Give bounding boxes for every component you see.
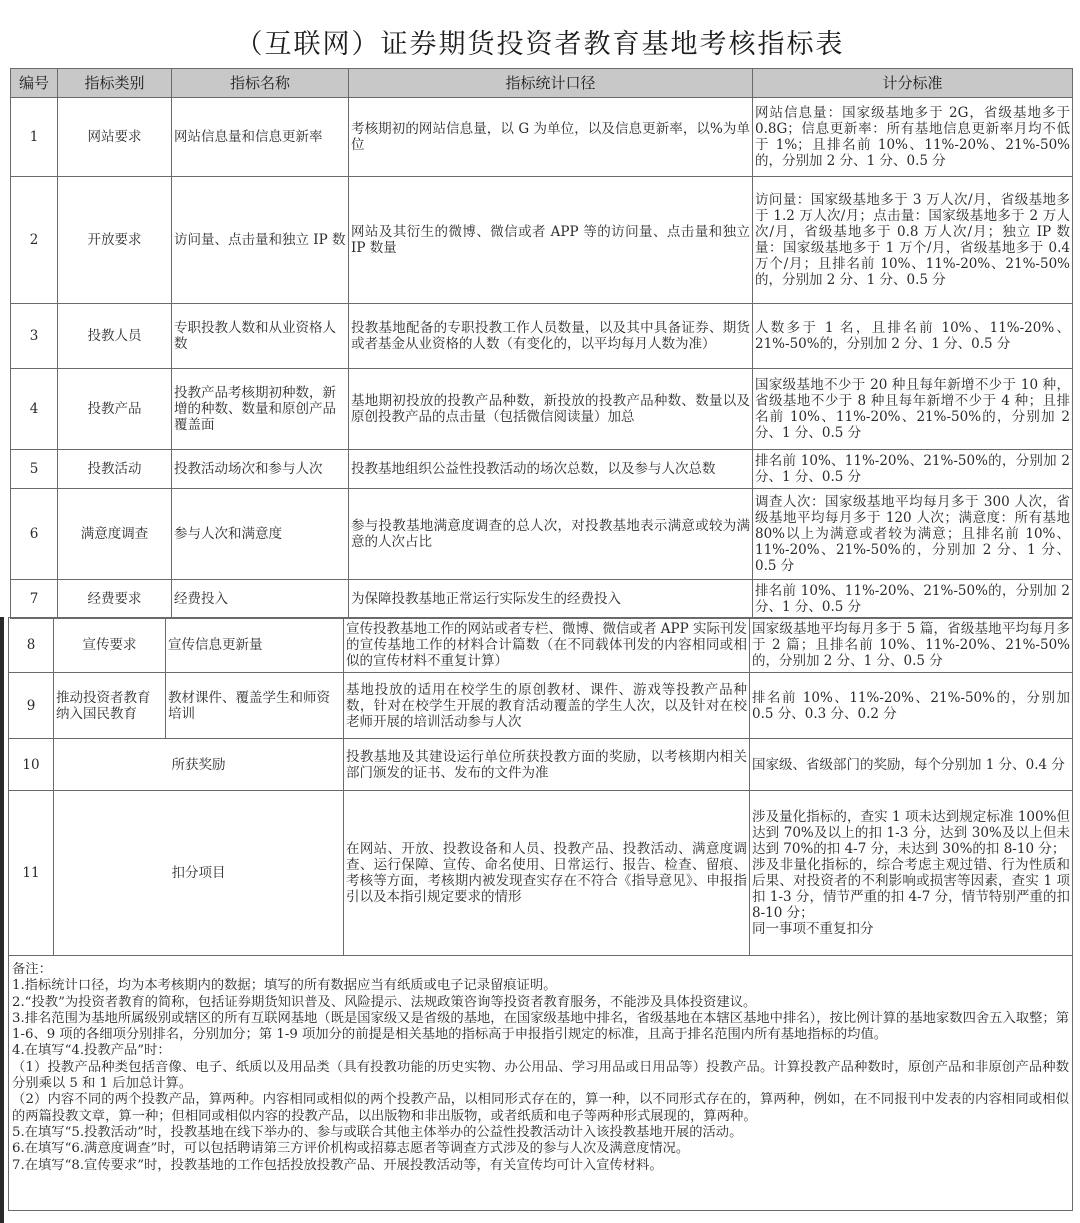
row-no: 4	[11, 369, 58, 450]
row-no: 2	[11, 177, 58, 304]
row-scoring: 排名前 10%、11%-20%、21%-50%的，分别加 0.5 分、0.3 分、0.2 分	[750, 673, 1073, 739]
note-item: 4.在填写“4.投教产品”时：	[12, 1043, 171, 1059]
table-row	[11, 177, 1073, 304]
row-no: 9	[9, 673, 54, 739]
row-category-merged: 扣分项目	[54, 791, 344, 956]
notes-heading: 备注：	[12, 962, 52, 977]
row-no: 5	[11, 450, 58, 489]
row-scope: 基地期初投放的投教产品种数，新投放的投教产品种数、数量以及原创投教产品的点击量（包括微信阅读量）加总	[349, 369, 753, 450]
row-scope: 网站及其衍生的微博、微信或者 APP 等的访问量、点击量和独立 IP 数量	[349, 177, 753, 304]
table-row	[11, 98, 1073, 177]
row-scoring: 人数多于 1 名，且排名前 10%、11%-20%、21%-50%的，分别加 2 分、1 分、0.5 分	[753, 304, 1073, 369]
header-no: 编号	[11, 69, 58, 98]
note-item: 6.在填写“6.满意度调查”时，可以包括聘请第三方评价机构或招募志愿者等调查方式涉及的参与人次及满意度情况。	[12, 1141, 690, 1157]
indicator-table-lower	[8, 617, 1073, 1211]
table-header-row	[11, 69, 1073, 98]
scan-edge-divider	[0, 617, 4, 1223]
note-item: （1）投教产品种类包括音像、电子、纸质以及用品类（具有投教功能的历史实物、办公用品、学习用品或日用品等）投教产品。计算投教产品种数时，原创产品和非原创产品种数分别乘以 5 和 1 后加总计算。	[12, 1059, 1069, 1092]
notes-row	[9, 956, 1073, 1211]
row-scoring: 国家级基地平均每月多于 5 篇，省级基地平均每月多于 2 篇；且排名前 10%、11%-20%、21%-50%的，分别加 2 分、1 分、0.5 分	[750, 618, 1073, 673]
row-name: 参与人次和满意度	[172, 489, 349, 580]
row-scope: 在网站、开放、投教设备和人员、投教产品、投教活动、满意度调查、运行保障、宣传、命名使用、日常运行、报告、检查、留痕、考核等方面，考核期内被发现查实存在不符合《指导意见》、申报指引以及本指引规定要求的情形	[344, 791, 750, 956]
row-scoring: 排名前 10%、11%-20%、21%-50%的，分别加 2 分、1 分、0.5 分	[753, 450, 1073, 489]
table-row	[11, 489, 1073, 580]
row-scope: 为保障投教基地正常运行实际发生的经费投入	[349, 580, 753, 619]
row-name: 投教产品考核期初种数，新增的种数、数量和原创产品覆盖面	[172, 369, 349, 450]
row-no: 7	[11, 580, 58, 619]
notes-section	[9, 956, 1073, 1211]
row-category: 推动投资者教育纳入国民教育	[54, 673, 166, 739]
scoring-line: 涉及非量化指标的，综合考虑主观过错、行为性质和后果、对投资者的不利影响或损害等因素，查实 1 项扣 1-3 分，情节严重的扣 4-7 分，情节特别严重的扣 8-10 分；	[752, 857, 1070, 921]
note-item: 2.“投教”为投资者教育的简称，包括证券期货知识普及、风险提示、法规政策咨询等投资者教育服务，不能涉及具体投资建议。	[12, 994, 757, 1010]
row-scoring: 国家级基地不少于 20 种且每年新增不少于 10 种，省级基地不少于 8 种且每年新增不少于 4 种；且排名前 10%、11%-20%、21%-50%的，分别加 2 分、1 分、0.5 分	[753, 369, 1073, 450]
row-name: 经费投入	[172, 580, 349, 619]
table-row	[11, 580, 1073, 619]
table-row	[9, 618, 1073, 673]
note-item: （2）内容不同的两个投教产品，算两种。内容相同或相似的两个投教产品，以相同形式存在的，算一种，以不同形式存在的，算两种，例如，在不同报刊中发表的内容相同或相似的两篇投教文章，算一种；但相同或相似内容的投教产品，以出版物和非出版物，或者纸质和电子等两种形式展现的，算两种。	[12, 1092, 1069, 1124]
table-row	[11, 450, 1073, 489]
row-name: 访问量、点击量和独立 IP 数	[172, 177, 349, 304]
row-scope: 投教基地配备的专职投教工作人员数量，以及其中具备证券、期货或者基金从业资格的人数（有变化的，以平均每月人数为准）	[349, 304, 753, 369]
note-item: 7.在填写“8.宣传要求”时，投教基地的工作包括投放投教产品、开展投教活动等，有关宣传均可计入宣传材料。	[12, 1157, 663, 1173]
row-scoring	[750, 791, 1073, 956]
table-row	[9, 739, 1073, 791]
table-row	[11, 369, 1073, 450]
row-category: 投教活动	[58, 450, 172, 489]
page-title: （互联网）证券期货投资者教育基地考核指标表	[235, 29, 845, 61]
scoring-line: 涉及量化指标的，查实 1 项未达到规定标准 100%但达到 70%及以上的扣 1-3 分，达到 30%及以上但未达到 70%的扣 4-7 分，未达到 30%的扣 8-10 分；	[752, 809, 1070, 857]
row-scope: 宣传投教基地工作的网站或者专栏、微博、微信或者 APP 实际刊发的宣传基地工作的材料合计篇数（在不同载体刊发的内容相同或相似的宣传材料不重复计算）	[344, 618, 750, 673]
indicator-table-upper	[10, 68, 1073, 619]
row-scoring: 国家级、省级部门的奖励，每个分别加 1 分、0.4 分	[750, 739, 1073, 791]
row-scope: 投教基地组织公益性投教活动的场次总数，以及参与人次总数	[349, 450, 753, 489]
row-scope: 基地投放的适用在校学生的原创教材、课件、游戏等投教产品种数，针对在校学生开展的教育活动覆盖的学生人次，以及针对在校老师开展的培训活动参与人次	[344, 673, 750, 739]
row-category: 经费要求	[58, 580, 172, 619]
row-name: 专职投教人数和从业资格人数	[172, 304, 349, 369]
row-scoring: 网站信息量：国家级基地多于 2G，省级基地多于 0.8G；信息更新率：所有基地信息更新率月均不低于 1%；且排名前 10%、11%-20%、21%-50%的，分别加 2 分、1 分、0.5 分	[753, 98, 1073, 177]
row-scoring: 访问量：国家级基地多于 3 万人次/月，省级基地多于 1.2 万人次/月；点击量：国家级基地多于 2 万人次/月，省级基地多于 0.8 万人次/月；独立 IP 数量：国家级基地多于 1 万个/月，省级基地多于 0.4 万个/月；且排名前 10%、11%-20%、21%-50%的，分别加 2 分、1 分、0.5 分	[753, 177, 1073, 304]
note-item: 1.指标统计口径，均为本考核期内的数据；填写的所有数据应当有纸质或电子记录留痕证明。	[12, 978, 557, 994]
row-name: 网站信息量和信息更新率	[172, 98, 349, 177]
row-category: 开放要求	[58, 177, 172, 304]
header-scoring: 计分标准	[753, 69, 1073, 98]
row-category: 投教人员	[58, 304, 172, 369]
row-name: 教材课件、覆盖学生和师资培训	[166, 673, 344, 739]
row-category: 投教产品	[58, 369, 172, 450]
note-item: 3.排名范围为基地所属级别或辖区的所有互联网基地（既是国家级又是省级的基地，在国家级基地中排名，省级基地在本辖区基地中排名），按比例计算的基地家数四舍五入取整；第 1-6、9 项的各细项分别排名，分别加分；第 1-9 项加分的前提是相关基地的指标高于申报指引规定的标准，且高于排名范围内所有基地指标的均值。	[12, 1010, 1069, 1043]
row-no: 1	[11, 98, 58, 177]
row-name: 投教活动场次和参与人次	[172, 450, 349, 489]
row-scoring: 排名前 10%、11%-20%、21%-50%的，分别加 2 分、1 分、0.5 分	[753, 580, 1073, 619]
table-row	[9, 673, 1073, 739]
row-no: 11	[9, 791, 54, 956]
header-category: 指标类别	[58, 69, 172, 98]
row-scope: 参与投教基地满意度调查的总人次，对投教基地表示满意或较为满意的人次占比	[349, 489, 753, 580]
row-no: 10	[9, 739, 54, 791]
scoring-line: 同一事项不重复扣分	[752, 921, 874, 937]
row-scoring: 调查人次：国家级基地平均每月多于 300 人次，省级基地平均每月多于 120 人次；满意度：所有基地 80%以上为满意或者较为满意；且排名前 10%、11%-20%、21%-50%的，分别加 2 分、1 分、0.5 分	[753, 489, 1073, 580]
row-category-merged: 所获奖励	[54, 739, 344, 791]
row-category: 网站要求	[58, 98, 172, 177]
row-no: 6	[11, 489, 58, 580]
row-name: 宣传信息更新量	[166, 618, 344, 673]
note-item: 5.在填写“5.投教活动”时，投教基地在线下举办的、参与或联合其他主体举办的公益性投教活动计入该投教基地开展的活动。	[12, 1124, 743, 1140]
row-category: 宣传要求	[54, 618, 166, 673]
row-category: 满意度调查	[58, 489, 172, 580]
row-no: 8	[9, 618, 54, 673]
row-scope: 投教基地及其建设运行单位所获投教方面的奖励，以考核期内相关部门颁发的证书、发布的文件为准	[344, 739, 750, 791]
header-name: 指标名称	[172, 69, 349, 98]
header-scope: 指标统计口径	[349, 69, 753, 98]
table-row	[9, 791, 1073, 956]
row-scope: 考核期初的网站信息量，以 G 为单位，以及信息更新率，以%为单位	[349, 98, 753, 177]
row-no: 3	[11, 304, 58, 369]
table-row	[11, 304, 1073, 369]
